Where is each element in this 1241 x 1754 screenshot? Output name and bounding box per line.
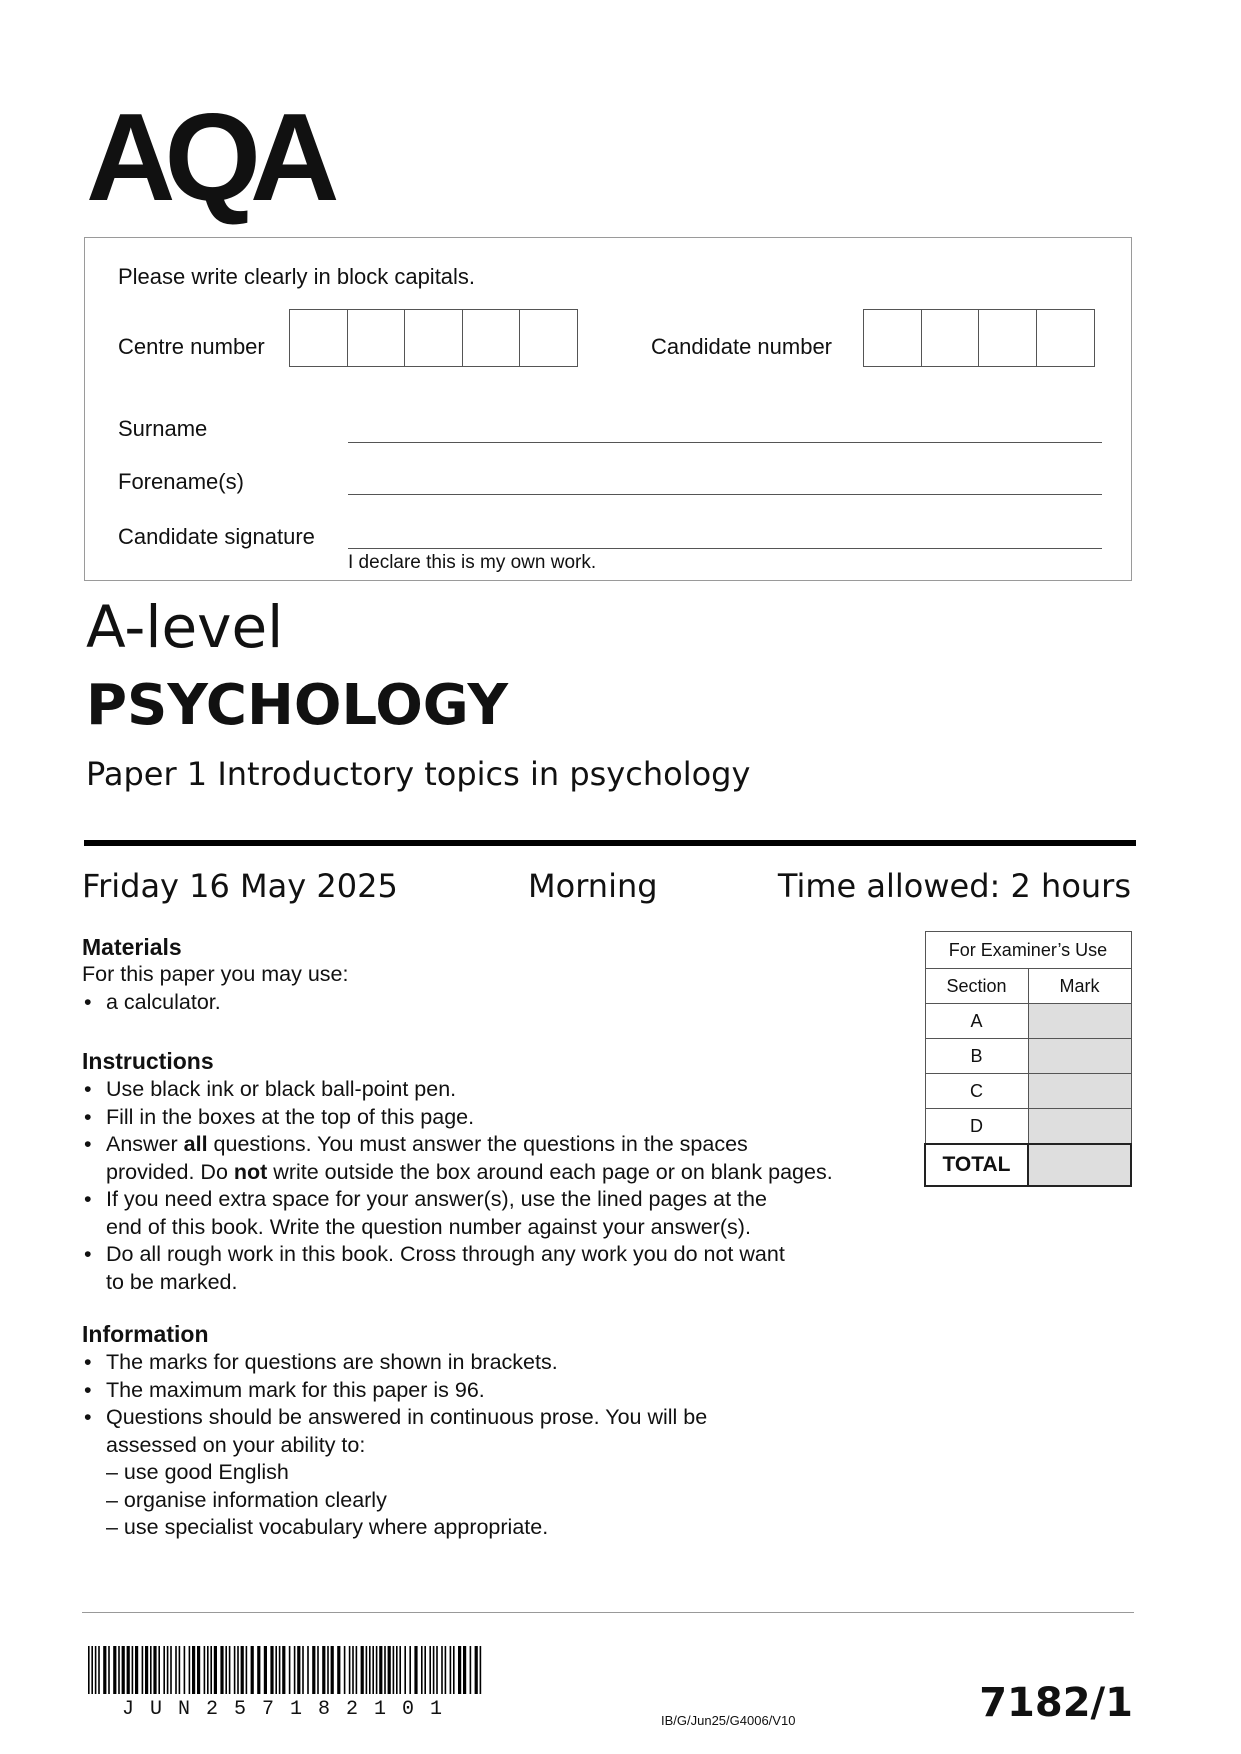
instructions-section	[82, 1050, 962, 1296]
centre-digit-box[interactable]	[404, 309, 463, 367]
time-allowed: Time allowed: 2 hours	[777, 867, 1131, 905]
instruction-item: • Use black ink or black ball-point pen.	[82, 1076, 962, 1104]
section-column-header: Section	[925, 969, 1028, 1004]
examiner-table-title: For Examiner’s Use	[925, 932, 1131, 969]
information-section	[82, 1323, 902, 1542]
instructions-heading: Instructions	[82, 1048, 214, 1074]
assessment-criterion: – use specialist vocabulary where appropriate.	[106, 1515, 549, 1539]
title-divider	[84, 840, 1136, 846]
candidate-digit-box[interactable]	[978, 309, 1037, 367]
section-label: D	[925, 1109, 1028, 1145]
mark-column-header: Mark	[1028, 969, 1131, 1004]
information-item: • Questions should be answered in continuous prose. You will be assessed on your ability to: – use good English – organise information clearly – use specialist vocabulary where appropriate.	[82, 1404, 902, 1542]
instruction-item: • Fill in the boxes at the top of this page.	[82, 1104, 962, 1132]
candidate-number-label: Candidate number	[651, 334, 833, 359]
materials-heading: Materials	[82, 934, 182, 960]
information-item: • The maximum mark for this paper is 96.	[82, 1377, 902, 1405]
total-mark-cell	[1028, 1144, 1131, 1186]
document-reference: IB/G/Jun25/G4006/V10	[661, 1713, 796, 1728]
assessment-criterion: – use good English	[106, 1460, 289, 1484]
mark-cell	[1028, 1074, 1131, 1109]
information-item: • The marks for questions are shown in brackets.	[82, 1349, 902, 1377]
signature-line[interactable]	[348, 548, 1102, 549]
paper-code: 7182/1	[979, 1680, 1133, 1726]
block-capitals-instruction: Please write clearly in block capitals.	[118, 264, 476, 289]
candidate-digit-box[interactable]	[1036, 309, 1095, 367]
surname-label: Surname	[118, 416, 208, 441]
forename-line[interactable]	[348, 494, 1102, 495]
examiner-use-table	[924, 931, 1132, 1187]
materials-item: • a calculator.	[82, 989, 902, 1017]
centre-number-boxes	[289, 309, 578, 367]
footer-divider	[82, 1612, 1134, 1613]
candidate-number-boxes	[863, 309, 1095, 367]
centre-digit-box[interactable]	[462, 309, 521, 367]
instruction-item: • If you need extra space for your answer(s), use the lined pages at the end of this book. Write the question number against your answer(s).	[82, 1186, 962, 1241]
subject-title: PSYCHOLOGY	[86, 673, 509, 738]
section-label: A	[925, 1004, 1028, 1039]
barcode	[88, 1646, 484, 1694]
candidate-digit-box[interactable]	[921, 309, 980, 367]
centre-digit-box[interactable]	[289, 309, 348, 367]
forename-label: Forename(s)	[118, 469, 244, 494]
candidate-digit-box[interactable]	[863, 309, 922, 367]
section-label: B	[925, 1039, 1028, 1074]
instruction-item: • Answer all questions. You must answer the questions in the spaces provided. Do not write outside the box around each page or on blank pages.	[82, 1131, 962, 1186]
information-heading: Information	[82, 1321, 209, 1347]
materials-section	[82, 936, 902, 1016]
surname-line[interactable]	[348, 442, 1102, 443]
exam-session: Morning	[528, 867, 658, 905]
qualification-level: A-level	[86, 593, 284, 661]
signature-label: Candidate signature	[118, 524, 315, 549]
mark-cell	[1028, 1039, 1131, 1074]
declaration-text: I declare this is my own work.	[348, 552, 597, 573]
centre-digit-box[interactable]	[519, 309, 578, 367]
paper-title: Paper 1 Introductory topics in psychology	[86, 755, 751, 793]
centre-number-label: Centre number	[118, 334, 265, 359]
centre-digit-box[interactable]	[347, 309, 406, 367]
instruction-item: • Do all rough work in this book. Cross through any work you do not want to be marked.	[82, 1241, 962, 1296]
mark-cell	[1028, 1109, 1131, 1145]
aqa-logo: AQA	[86, 89, 329, 227]
total-label: TOTAL	[925, 1144, 1028, 1186]
assessment-criterion: – organise information clearly	[106, 1487, 387, 1512]
mark-cell	[1028, 1004, 1131, 1039]
section-label: C	[925, 1074, 1028, 1109]
materials-intro: For this paper you may use:	[82, 962, 349, 986]
exam-date: Friday 16 May 2025	[82, 867, 398, 905]
barcode-text: JUN257182101	[122, 1698, 459, 1721]
